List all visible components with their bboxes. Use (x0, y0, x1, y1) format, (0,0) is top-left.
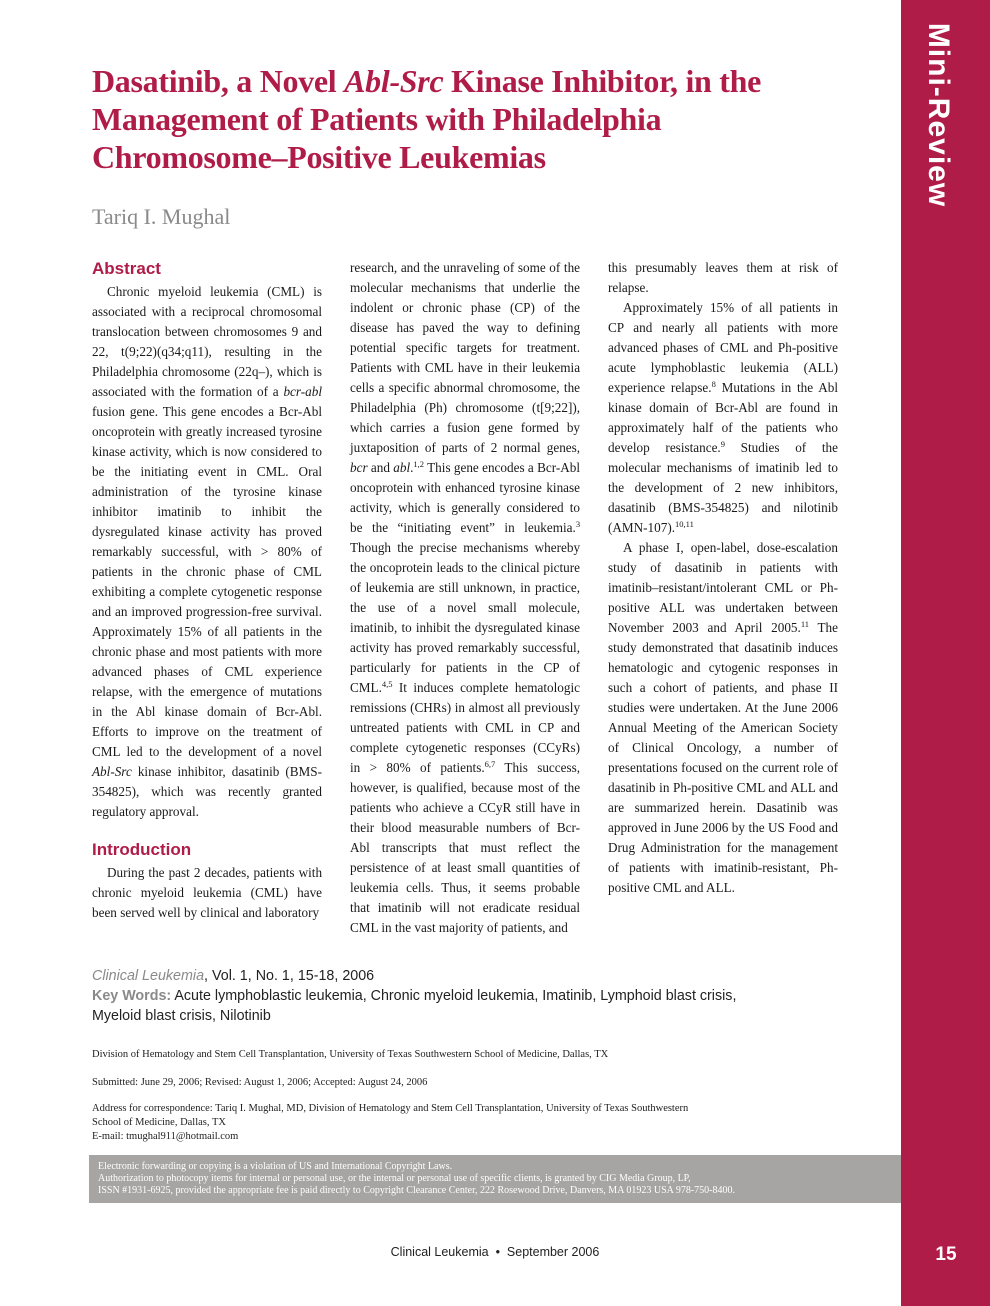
reference-superscript: 3 (575, 519, 581, 529)
citation-block (92, 966, 772, 1026)
introduction-paragraph-3: A phase I, open-label, dose-escalation study of dasatinib in patients with imatinib–resistant/intolerant CML or Ph-positive ALL was undertaken between November 2003 and April 2005.11 The study demonstrated that dasatinib induces hematologic and cytogenic responses in such a cohort of patients, and phase II studies were undertaken. At the June 2006 Annual Meeting of the American Society of Clinical Oncology, a number of presentations focused on the current role of dasatinib in Ph-positive CML and ALL and are summarized herein. Dasatinib was approved in June 2006 by the US Food and Drug Administration for the management of patients with imatinib-resistant, Ph-positive CML and ALL. (608, 540, 839, 895)
text-column-2 (350, 258, 580, 938)
correspondence-line: School of Medicine, Dallas, TX (92, 1117, 226, 1128)
reference-superscript: 4,5 (381, 679, 393, 689)
copyright-line: ISSN #1931-6925, provided the appropriate fee is paid directly to Copyright Clearance Center, 222 Rosewood Drive, Danvers, MA 01923 USA 978-750-8400. (98, 1185, 735, 1196)
journal-name: Clinical Leukemia (92, 968, 205, 984)
correspondence-block (92, 1102, 772, 1144)
keywords-label: Key Words: (92, 988, 172, 1004)
abstract-heading: Abstract (92, 259, 161, 278)
article-title: Dasatinib, a Novel Abl-Src Kinase Inhibitor, in the Management of Patients with Philadelphia Chromosome–Positive Leukemias (92, 63, 761, 175)
copyright-notice (89, 1155, 901, 1203)
introduction-paragraph-1-continued: research, and the unraveling of some of the molecular mechanisms that underlie the indolent or chronic phase (CP) of the disease has paved the way to defining potential specific targets for treatment. Patients with CML have in their leukemia cells a specific abnormal chromosome, the Philadelphia (Ph) chromosome (t[9;22]), which carries a fusion gene formed by juxtaposition of parts of 2 normal genes, bcr and abl.$^{1,2}$ This gene encodes a Bcr-Abl oncoprotein with enhanced tyrosine kinase activity, which is generally considered to be the “initiating event” in leukemia.$^3$ Though the precise mechanisms whereby the oncoprotein leads to the clinical picture of leukemia are still unknown, in practice, the use of a novel small molecule, imatinib, to inhibit the dysregulated kinase activity has proved remarkably successful, particularly for patients in the CP of CML.$^{4,5}$ It induces complete hematologic remissions (CHRs) in almost all previously untreated patients with CML in CP and complete cytogenetic responses (CCyRs) in > 80% of patients.$^{6,7}$ This success, however, is qualified, because most of the patients who achieve a CCyR still have in their blood measurable numbers of Bcr-Abl transcripts that must reflect the persistence of at least small quantities of leukemia cells. Thus, it seems probable that imatinib will not eradicate residual CML in the vast majority of patients, and (350, 260, 581, 935)
affiliation: Division of Hematology and Stem Cell Transplantation, University of Texas Southwestern School of Medicine, Dallas, TX (92, 1049, 609, 1060)
introduction-paragraph-2: Approximately 15% of all patients in CP and nearly all patients with more advanced phases of CML and Ph-positive acute lymphoblastic leukemia (ALL) experience relapse.$^8$ Mutations in the Abl kinase domain of Bcr-Abl are found in approximately half of the patients who develop resistance.$^9$ Studies of the molecular mechanisms of imatinib led to the development of 2 new inhibitors, dasatinib (BMS-354825) and nilotinib (AMN-107).$^{10,11}$ (608, 300, 838, 535)
submission-dates: Submitted: June 29, 2006; Revised: August 1, 2006; Accepted: August 24, 2006 (92, 1077, 428, 1088)
reference-superscript: 1,2 (413, 459, 425, 469)
keywords-list: Acute lymphoblastic leukemia, Chronic myeloid leukemia, Imatinib, Lymphoid blast crisis, Myeloid blast crisis, Nilotinib (92, 988, 737, 1024)
introduction-paragraph-1-end: this presumably leaves them at risk of relapse. (608, 260, 839, 295)
citation-details: , Vol. 1, No. 1, 15-18, 2006 (204, 968, 375, 984)
reference-superscript: 11 (800, 619, 809, 629)
text-column-3 (608, 258, 838, 898)
introduction-heading: Introduction (92, 840, 192, 859)
author-name: Tariq I. Mughal (92, 204, 231, 229)
reference-superscript: 8 (711, 379, 716, 389)
reference-superscript: 6,7 (484, 759, 496, 769)
correspondence-line: Address for correspondence: Tariq I. Mughal, MD, Division of Hematology and Stem Cell Transplantation, University of Texas Southwestern (92, 1103, 689, 1114)
section-label: Mini-Review (922, 22, 955, 208)
abstract-paragraph: Chronic myeloid leukemia (CML) is associated with a reciprocal chromosomal translocation between chromosomes 9 and 22, t(9;22)(q34;q11), resulting in the Philadelphia chromosome (22q–), which is associated with the formation of a bcr-abl fusion gene. This gene encodes a Bcr-Abl oncoprotein with greatly increased tyrosine kinase activity, which is now considered to be the initiating event in CML. Oral administration of the tyrosine kinase inhibitor imatinib to inhibit the dysregulated kinase activity has proved remarkably successful, with > 80% of patients in the chronic phase of CML exhibiting a complete cytogenetic response and an improved progression-free survival. Approximately 15% of all patients in the chronic phase and most patients with more advanced phases of CML experience relapse, with the emergence of mutations in the Abl kinase domain of Bcr-Abl. Efforts to improve on the treatment of CML led to the development of a novel Abl-Src kinase inhibitor, dasatinib (BMS-354825), which was recently granted regulatory approval. (92, 284, 322, 819)
correspondence-email: E-mail: tmughal911@hotmail.com (92, 1131, 239, 1142)
page-number: 15 (935, 1244, 957, 1265)
text-column-1 (92, 258, 322, 923)
running-footer: Clinical Leukemia • September 2006 (390, 1245, 600, 1259)
reference-superscript: 10,11 (675, 519, 694, 529)
introduction-paragraph-1: During the past 2 decades, patients with chronic myeloid leukemia (CML) have been served well by clinical and laboratory (92, 865, 323, 920)
copyright-line: Authorization to photocopy items for internal or personal use, or the internal or personal use of specific clients, is granted by CIG Media Group, LP, (98, 1173, 691, 1184)
reference-superscript: 9 (720, 439, 725, 449)
copyright-line: Electronic forwarding or copying is a violation of US and International Copyright Laws. (98, 1161, 453, 1172)
